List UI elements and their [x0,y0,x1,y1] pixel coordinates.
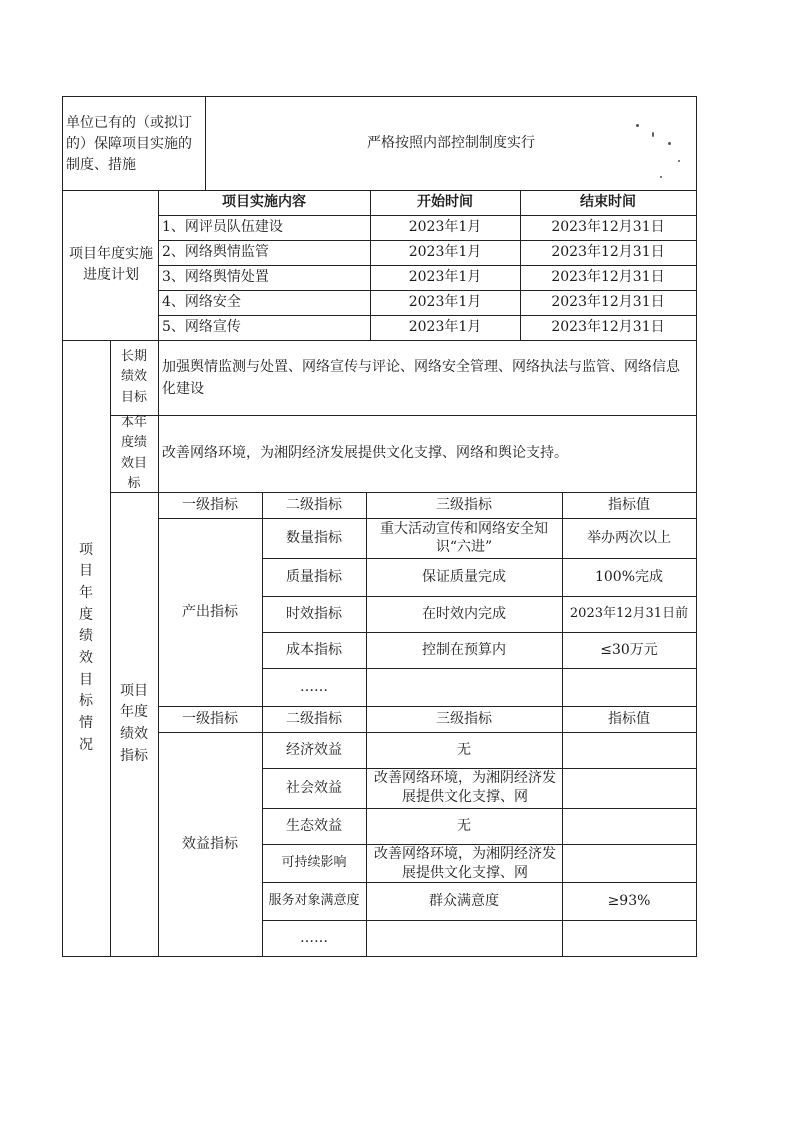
schedule-row-content: 5、网络宣传 [162,319,241,336]
vertical-label-char: 效目 [120,455,147,471]
measures-value: 严格按照内部控制制度实行 [367,134,535,151]
vertical-label-char: 情 [79,715,93,732]
indicator-header-level3: 三级指标 [436,496,492,513]
schedule-row-start: 2023年1月 [408,219,482,236]
indicator-level2: 质量指标 [286,568,342,585]
annual-goal-label [110,415,158,492]
indicator-level3 [366,920,562,956]
schedule-row-start: 2023年1月 [408,319,482,336]
indicator-header-level1: 一级指标 [182,496,238,513]
schedule-row-content: 4、网络安全 [162,294,241,311]
indicator-level3: 重大活动宣传和网络安全知识“六进” [380,520,548,555]
vertical-label-char: 指标 [120,747,148,764]
vertical-label-char: 绩 [79,628,93,645]
indicator-header-value: 指标值 [608,496,650,513]
indicator-value: ≥93% [607,892,651,909]
indicator-level3: 群众满意度 [429,892,499,909]
indicator-value: 2023年12月31日前 [569,606,689,622]
indicator-value: 举办两次以上 [587,529,671,546]
schedule-row-end: 2023年12月31日 [551,244,665,261]
indicator-level2: 生态效益 [286,817,342,834]
schedule-row-content: 1、网评员队伍建设 [162,219,283,236]
schedule-row-start: 2023年1月 [408,269,482,286]
vertical-label-char: 标 [79,693,93,710]
schedule-row-content: 3、网络舆情处置 [162,269,269,286]
schedule-header-end: 结束时间 [580,194,636,211]
long-term-goal-value: 加强舆情监测与处置、网络宣传与评论、网络安全管理、网络执法与监管、网络信息化建设 [162,358,680,397]
schedule-row-end: 2023年12月31日 [551,269,665,286]
indicator-value [562,768,696,808]
vertical-label-char: 项 [79,541,93,558]
indicator-level3: 改善网络环境，为湘阴经济发展提供文化支撑、网 [374,846,556,881]
schedule-row-start: 2023年1月 [408,244,482,261]
indicator-level2: …… [300,678,328,695]
vertical-label-char: 长期 [120,349,147,365]
vertical-label-char: 绩效 [120,369,147,385]
indicator-value [562,668,696,706]
indicator-level2: 成本指标 [286,641,342,658]
schedule-header-start: 开始时间 [417,194,473,211]
indicator-level3: 控制在预算内 [422,641,506,658]
schedule-row-content: 2、网络舆情监管 [162,244,269,261]
indicator-header-level2: 二级指标 [286,496,342,513]
indicator-level2: 可持续影响 [281,855,347,871]
performance-section-label [62,340,110,956]
output-indicator-level1: 产出指标 [182,603,238,620]
vertical-label-char: 标 [127,475,141,491]
vertical-label-char: 效 [79,650,93,666]
indicator-level3: 无 [457,817,471,834]
indicator-value [562,732,696,768]
indicator-level3: 保证质量完成 [422,568,506,585]
indicator-level2: 服务对象满意度 [268,892,360,908]
indicator-level2: 经济效益 [286,741,342,758]
vertical-label-char: 目 [79,563,93,580]
schedule-row-start: 2023年1月 [408,294,482,311]
indicator-level2: 社会效益 [286,779,342,796]
border-right [696,96,697,957]
indicator-header-value: 指标值 [608,710,650,727]
vertical-label-char: 年度 [120,704,148,721]
indicator-level3: 无 [457,741,471,758]
vertical-label-char: 目 [79,671,93,688]
indicator-value [562,808,696,844]
vertical-label-char: 项目 [120,682,148,699]
indicator-level2: 数量指标 [286,529,342,546]
schedule-label: 项目年度实施进度计划 [69,246,153,283]
indicator-header-level3: 三级指标 [436,710,492,727]
vertical-label-char: 度绩 [120,435,147,451]
indicator-header-level2: 二级指标 [286,710,342,727]
vertical-label-char: 绩效 [120,726,148,742]
schedule-row-end: 2023年12月31日 [551,319,665,336]
vertical-label-char: 年 [79,584,93,601]
indicator-level3 [366,668,562,706]
vertical-label-char: 本年 [120,415,147,431]
schedule-header-content: 项目实施内容 [222,194,306,211]
vertical-label-char: 况 [79,736,93,753]
measures-label: 单位已有的（或拟订的）保障项目实施的制度、措施 [66,114,192,173]
annual-goal-value: 改善网络环境，为湘阴经济发展提供文化支撑、网络和舆论支持。 [162,445,568,462]
benefit-indicator-level1: 效益指标 [182,835,238,852]
long-term-goal-label [110,340,158,415]
indicator-header-level1: 一级指标 [182,710,238,727]
schedule-row-end: 2023年12月31日 [551,294,665,311]
annual-indicators-label [110,492,158,956]
indicator-value: 100%完成 [594,568,664,585]
indicator-value [562,844,696,882]
vertical-label-char: 目标 [120,389,147,405]
indicator-value: ≤30万元 [600,641,658,658]
indicator-level2: …… [300,929,328,946]
indicator-level2: 时效指标 [286,605,342,622]
vertical-label-char: 度 [79,606,93,623]
indicator-level3: 改善网络环境，为湘阴经济发展提供文化支撑、网 [374,770,556,805]
indicator-value [562,920,696,956]
schedule-row-end: 2023年12月31日 [551,219,665,236]
indicator-level3: 在时效内完成 [422,605,506,622]
